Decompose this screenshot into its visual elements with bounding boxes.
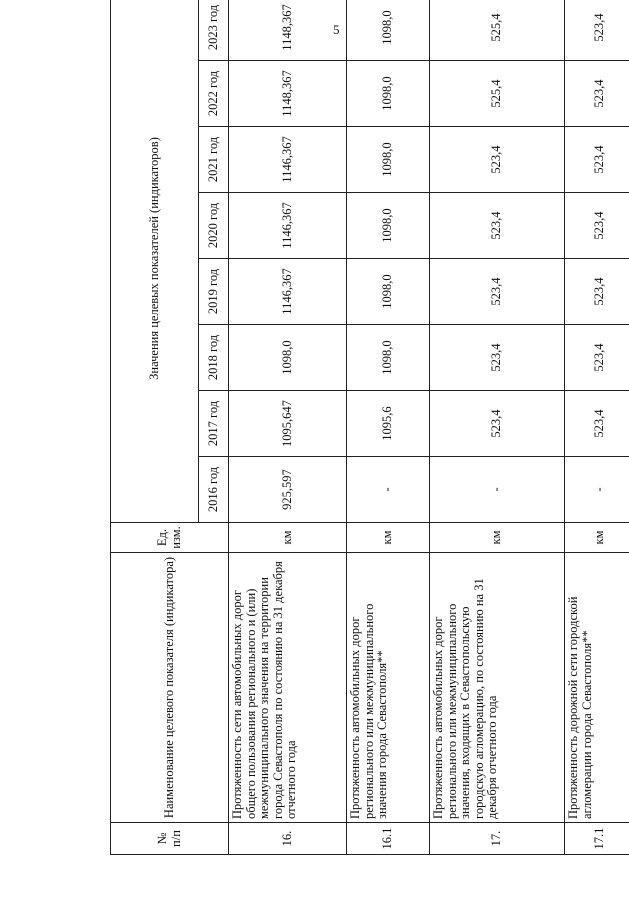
row-value: 523,4 — [565, 127, 629, 193]
row-value: 1146,367 — [229, 127, 347, 193]
row-value: 1098,0 — [347, 0, 430, 61]
header-year: 2017 год — [199, 391, 229, 457]
row-value: 523,4 — [430, 193, 565, 259]
page-number: 5 — [333, 22, 340, 37]
row-value: 525,4 — [430, 0, 565, 61]
row-unit: км — [565, 523, 629, 553]
table-row — [347, 0, 430, 855]
row-value: 523,4 — [430, 391, 565, 457]
header-year: 2016 год — [199, 457, 229, 523]
row-value: 1098,0 — [229, 325, 347, 391]
row-unit: км — [347, 523, 430, 553]
row-value: 1098,0 — [347, 127, 430, 193]
row-value: 525,4 — [430, 61, 565, 127]
table-row — [430, 0, 565, 855]
row-value: 1146,367 — [229, 259, 347, 325]
indicators-table — [110, 0, 629, 855]
row-number: 16.1 — [347, 823, 430, 855]
header-year: 2023 год — [199, 0, 229, 61]
row-value: 1095,647 — [229, 391, 347, 457]
row-number: 16. — [229, 823, 347, 855]
row-value: 925,597 — [229, 457, 347, 523]
row-number: 17. — [430, 823, 565, 855]
row-value: 523,4 — [565, 0, 629, 61]
row-value: - — [430, 457, 565, 523]
row-value: 1148,367 — [229, 0, 347, 61]
row-unit: км — [430, 523, 565, 553]
header-name: Наименование целевого показателя (индикатора) — [111, 553, 229, 823]
row-value: 523,4 — [565, 325, 629, 391]
row-value: 1095,6 — [347, 391, 430, 457]
header-year: 2021 год — [199, 127, 229, 193]
header-values-group: Значения целевых показателей (индикаторов) — [111, 0, 199, 523]
table-row — [565, 0, 629, 855]
row-value: 1098,0 — [347, 325, 430, 391]
header-unit: Ед. изм. — [111, 523, 229, 553]
header-year: 2022 год — [199, 61, 229, 127]
row-unit: км — [229, 523, 347, 553]
row-value: 523,4 — [430, 259, 565, 325]
row-name: Протяженность автомобильных дорог регионального или межмуниципального значения, входящих в Севастопольскую городскую агломерацию, по состоянию на 31 декабря отчетного года — [430, 553, 565, 823]
row-value: 523,4 — [565, 259, 629, 325]
row-name: Протяженность автомобильных дорог регионального или межмуниципального значения города Севастополя** — [347, 553, 430, 823]
header-year: 2020 год — [199, 193, 229, 259]
row-value: 523,4 — [565, 61, 629, 127]
row-value: 1098,0 — [347, 61, 430, 127]
row-number: 17.1 — [565, 823, 629, 855]
row-value: 1146,367 — [229, 193, 347, 259]
row-name: Протяженность сети автомобильных дорог общего пользования регионального и (или) межмуниципального значения на территории города Севастополя по состоянию на 31 декабря отчетного года — [229, 553, 347, 823]
row-value: - — [347, 457, 430, 523]
row-value: - — [565, 457, 629, 523]
row-name: Протяженность дорожной сети городской агломерации города Севастополя** — [565, 553, 629, 823]
row-value: 523,4 — [565, 193, 629, 259]
rotated-table-container — [110, 4, 607, 855]
row-value: 1098,0 — [347, 193, 430, 259]
row-value: 523,4 — [565, 391, 629, 457]
row-value: 523,4 — [430, 127, 565, 193]
header-year: 2018 год — [199, 325, 229, 391]
table-row — [229, 0, 347, 855]
header-number: № п/п — [111, 823, 229, 855]
row-value: 1148,367 — [229, 61, 347, 127]
header-year: 2019 год — [199, 259, 229, 325]
row-value: 1098,0 — [347, 259, 430, 325]
row-value: 523,4 — [430, 325, 565, 391]
